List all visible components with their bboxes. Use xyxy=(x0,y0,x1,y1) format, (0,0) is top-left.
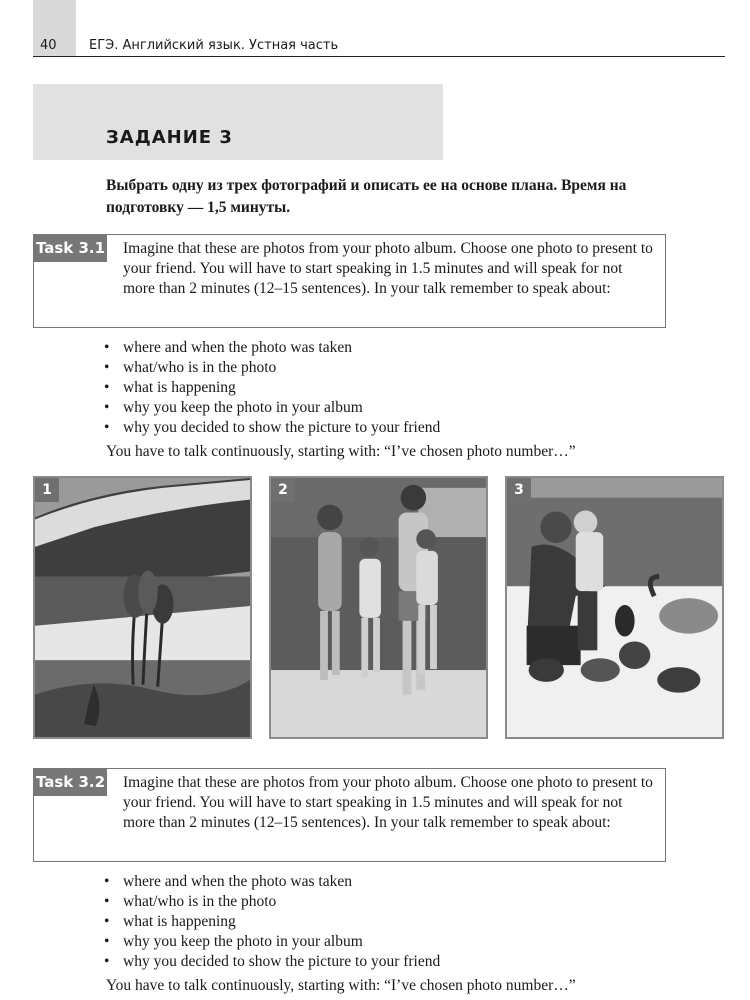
list-item: • what is happening xyxy=(104,912,440,932)
photo-3-feeding-ducks xyxy=(505,476,724,739)
task-3-2-bullet-list xyxy=(104,872,440,972)
list-item: • why you decided to show the picture to your friend xyxy=(104,952,440,972)
photo-2-family-running xyxy=(269,476,488,739)
list-item: • why you decided to show the picture to your friend xyxy=(104,418,440,438)
task-text: Imagine that these are photos from your photo album. Choose one photo to present to your friend. You will have to start speaking in 1.5 minutes and will speak for not more than 2 minutes (12–15 sentences). In your talk remember to speak about: xyxy=(123,240,653,297)
task-3-1-bullet-list xyxy=(104,338,440,438)
list-item: • where and when the photo was taken xyxy=(104,872,440,892)
task-3-2-closing: You have to talk continuously, starting with: “I’ve chosen photo number…” xyxy=(106,977,576,994)
section-title: ЗАДАНИЕ 3 xyxy=(106,127,233,148)
page-number: 40 xyxy=(40,38,57,53)
photo-1-image xyxy=(35,478,250,737)
photo-number: 2 xyxy=(271,478,295,502)
list-item: • why you keep the photo in your album xyxy=(104,932,440,952)
photo-3-image xyxy=(507,478,722,737)
task-text: Imagine that these are photos from your photo album. Choose one photo to present to your friend. You will have to start speaking in 1.5 minutes and will speak for not more than 2 minutes (12–15 sentences). In your talk remember to speak about: xyxy=(123,774,653,831)
header-rule xyxy=(33,56,725,57)
task-3-1-closing: You have to talk continuously, starting with: “I’ve chosen photo number…” xyxy=(106,443,576,460)
photo-1-crocuses xyxy=(33,476,252,739)
list-item: • what/who is in the photo xyxy=(104,358,440,378)
task-box-3-2 xyxy=(33,768,666,862)
section-heading-box xyxy=(33,84,443,160)
section-instruction: Выбрать одну из трех фотографий и описать ее на основе плана. Время на подготовку — 1,5 минуты. xyxy=(106,177,627,216)
list-item: • what/who is in the photo xyxy=(104,892,440,912)
running-title: ЕГЭ. Английский язык. Устная часть xyxy=(89,38,339,53)
photo-2-image xyxy=(271,478,486,737)
task-label: Task 3.1 xyxy=(34,235,107,262)
photo-number: 3 xyxy=(507,478,531,502)
list-item: • why you keep the photo in your album xyxy=(104,398,440,418)
list-item: • what is happening xyxy=(104,378,440,398)
task-label: Task 3.2 xyxy=(34,769,107,796)
photo-number: 1 xyxy=(35,478,59,502)
task-box-3-1 xyxy=(33,234,666,328)
list-item: • where and when the photo was taken xyxy=(104,338,440,358)
